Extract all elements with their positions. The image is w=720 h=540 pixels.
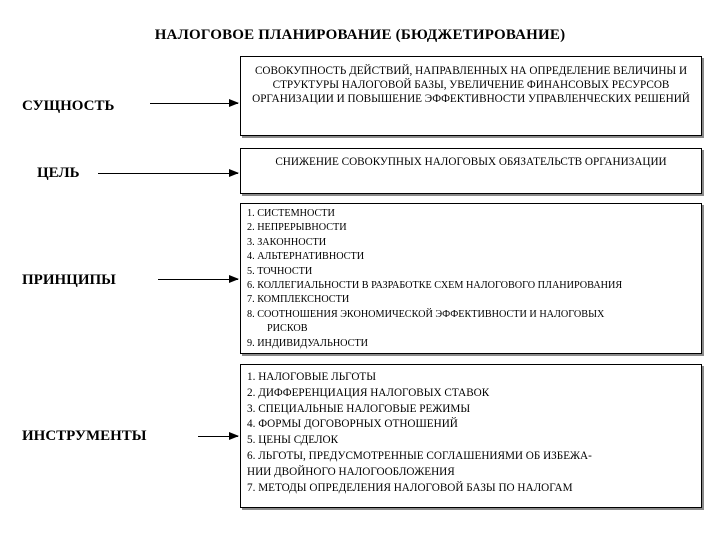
label-principles: ПРИНЦИПЫ (22, 272, 116, 288)
list-item: 8. СООТНОШЕНИЯ ЭКОНОМИЧЕСКОЙ ЭФФЕКТИВНОСТИ И НАЛОГОВЫХ РИСКОВ (247, 308, 605, 335)
list-item: НИИ ДВОЙНОГО НАЛОГООБЛОЖЕНИЯ (247, 465, 455, 478)
list-item: 6. ЛЬГОТЫ, ПРЕДУСМОТРЕННЫЕ СОГЛАШЕНИЯМИ ОБ ИЗБЕЖА- (247, 449, 592, 462)
list-item: 4. АЛЬТЕРНАТИВНОСТИ (247, 251, 365, 263)
arrowhead-icon (229, 432, 239, 440)
list-item: 6. КОЛЛЕГИАЛЬНОСТИ В РАЗРАБОТКЕ СХЕМ НАЛОГОВОГО ПЛАНИРОВАНИЯ (247, 280, 623, 292)
arrow-instruments (198, 436, 238, 437)
list-item: 3. ЗАКОННОСТИ (247, 236, 327, 248)
essence-text: СОВОКУПНОСТЬ ДЕЙСТВИЙ, НАПРАВЛЕННЫХ НА ОПРЕДЕЛЕНИЕ ВЕЛИЧИНЫ И СТРУКТУРЫ НАЛОГОВОЙ БАЗЫ, УВЕЛИЧЕНИЕ ФИНАНСОВЫХ РЕСУРСОВ ОРГАНИЗАЦИИ И ПОВЫШЕНИЕ ЭФФЕКТИВНОСТИ УПРАВЛЕНЧЕСКИХ РЕШЕНИЙ (252, 65, 690, 105)
arrow-essence (150, 103, 238, 104)
instruments-list (241, 365, 701, 496)
list-item: 7. КОМПЛЕКСНОСТИ (247, 294, 350, 306)
list-item: 3. СПЕЦИАЛЬНЫЕ НАЛОГОВЫЕ РЕЖИМЫ (247, 402, 471, 415)
list-item: 5. ТОЧНОСТИ (247, 265, 313, 277)
arrow-principles (158, 279, 238, 280)
list-item: 2. НЕПРЕРЫВНОСТИ (247, 222, 347, 234)
box-essence (240, 56, 702, 136)
list-item: 1. СИСТЕМНОСТИ (247, 208, 335, 219)
box-principles (240, 203, 702, 354)
label-goal: ЦЕЛЬ (37, 165, 80, 181)
box-instruments (240, 364, 702, 508)
arrowhead-icon (229, 169, 239, 177)
label-essence: СУЩНОСТЬ (22, 98, 115, 114)
label-instruments: ИНСТРУМЕНТЫ (22, 428, 147, 444)
arrowhead-icon (229, 99, 239, 107)
goal-text: СНИЖЕНИЕ СОВОКУПНЫХ НАЛОГОВЫХ ОБЯЗАТЕЛЬСТВ ОРГАНИЗАЦИИ (275, 156, 667, 168)
arrow-goal (98, 173, 238, 174)
list-item: 2. ДИФФЕРЕНЦИАЦИЯ НАЛОГОВЫХ СТАВОК (247, 386, 490, 399)
arrowhead-icon (229, 275, 239, 283)
list-item: 9. ИНДИВИДУАЛЬНОСТИ (247, 337, 369, 349)
list-item: 4. ФОРМЫ ДОГОВОРНЫХ ОТНОШЕНИЙ (247, 418, 458, 431)
diagram-title: НАЛОГОВОЕ ПЛАНИРОВАНИЕ (БЮДЖЕТИРОВАНИЕ) (154, 27, 566, 43)
list-item: 5. ЦЕНЫ СДЕЛОК (247, 434, 339, 447)
list-item: 1. НАЛОГОВЫЕ ЛЬГОТЫ (247, 371, 376, 383)
principles-list (241, 204, 701, 351)
list-item: 7. МЕТОДЫ ОПРЕДЕЛЕНИЯ НАЛОГОВОЙ БАЗЫ ПО НАЛОГАМ (247, 481, 573, 494)
box-goal (240, 148, 702, 194)
